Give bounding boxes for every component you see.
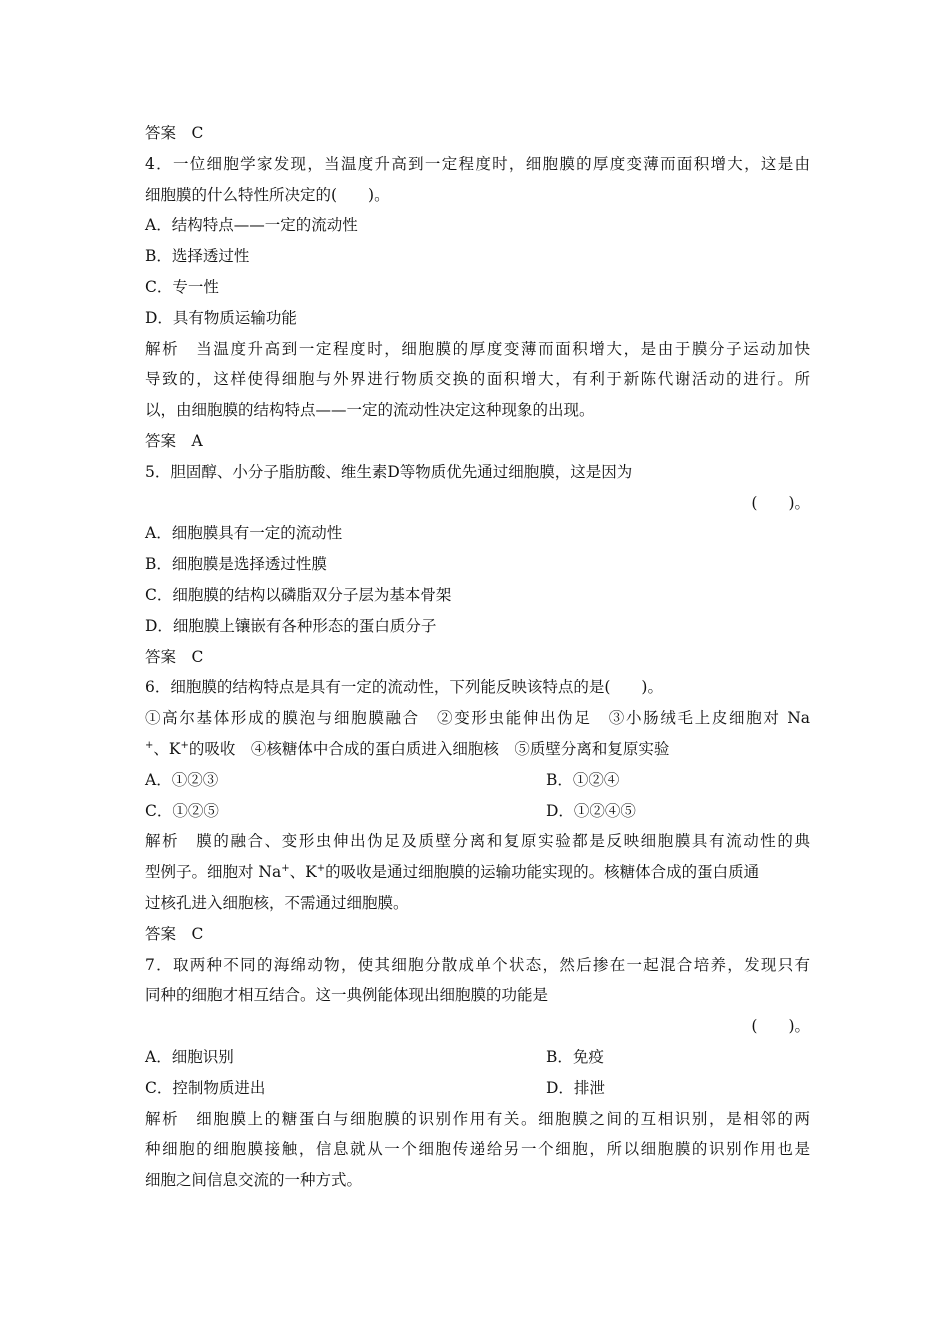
question-6-items-1: ①高尔基体形成的膜泡与细胞膜融合 ②变形虫能伸出伪足 ③小肠绒毛上皮细胞对 Na: [145, 709, 810, 728]
question-6-analysis-1: 解析 膜的融合、变形虫伸出伪足及质壁分离和复原实验都是反映细胞膜具有流动性的典: [145, 832, 810, 851]
question-6-analysis-3: 过核孔进入细胞核，不需通过细胞膜。: [145, 893, 409, 912]
question-5-option-c: C．细胞膜的结构以磷脂双分子层为基本骨架: [145, 585, 452, 604]
question-4-option-a: A．结构特点——一定的流动性: [145, 216, 358, 235]
question-4-option-b: B．选择透过性: [145, 247, 250, 266]
question-5-paren: ( )。: [751, 493, 810, 512]
superscript-plus: +: [281, 863, 290, 875]
question-7-option-a: A．细胞识别: [145, 1047, 234, 1066]
superscript-plus: +: [180, 739, 189, 751]
question-6-items-2: [145, 734, 810, 765]
text-span: 的吸收是通过细胞膜的运输功能实现的。核糖体合成的蛋白质通: [325, 863, 760, 882]
question-5-option-d: D．细胞膜上镶嵌有各种形态的蛋白质分子: [145, 616, 437, 635]
text-span: 的吸收 ④核糖体中合成的蛋白质进入细胞核 ⑤质壁分离和复原实验: [188, 739, 670, 758]
text-span: 、K: [289, 863, 317, 882]
question-4-analysis-1: 解析 当温度升高到一定程度时，细胞膜的厚度变薄而面积增大，是由于膜分子运动加快: [145, 339, 810, 358]
superscript-plus: +: [145, 739, 154, 751]
question-7-stem: 7．取两种不同的海绵动物，使其细胞分散成单个状态，然后掺在一起混合培养，发现只有: [145, 955, 810, 974]
question-7-analysis-2: 种细胞的细胞膜接触，信息就从一个细胞传递给另一个细胞，所以细胞膜的识别作用也是: [145, 1140, 810, 1159]
superscript-plus: +: [316, 863, 326, 875]
question-7-analysis-1: 解析 细胞膜上的糖蛋白与细胞膜的识别作用有关。细胞膜之间的互相识别，是相邻的两: [145, 1109, 810, 1128]
question-6-options-cd: [145, 796, 810, 827]
question-6-option-b: B．①②④: [546, 770, 620, 789]
answer-3: 答案 C: [145, 124, 204, 142]
question-7-analysis-3: 细胞之间信息交流的一种方式。: [145, 1171, 363, 1190]
question-6-stem: 6．细胞膜的结构特点是具有一定的流动性，下列能反映该特点的是( )。: [145, 678, 663, 697]
question-6-option-d: D．①②④⑤: [546, 801, 636, 820]
question-7-options-ab: [145, 1042, 810, 1073]
text-span: 型例子。细胞对 Na: [145, 863, 282, 882]
question-4-option-c: C．专一性: [145, 277, 219, 296]
answer-6: 答案 C: [145, 924, 204, 943]
question-6-analysis-2: [145, 857, 810, 888]
question-6-option-c: C．①②⑤: [145, 801, 219, 820]
question-6-options-ab: [145, 765, 810, 796]
question-7-options-cd: [145, 1073, 810, 1104]
question-5-option-b: B．细胞膜是选择透过性膜: [145, 555, 327, 574]
question-7-option-d: D．排泄: [546, 1078, 605, 1097]
answer-4: 答案 A: [145, 431, 203, 450]
document-page: [145, 118, 810, 1196]
question-4-analysis-3: 以，由细胞膜的结构特点——一定的流动性决定这种现象的出现。: [145, 401, 595, 420]
answer-5: 答案 C: [145, 647, 204, 666]
question-4-stem: 4．一位细胞学家发现，当温度升高到一定程度时，细胞膜的厚度变薄而面积增大，这是由: [145, 154, 810, 173]
question-5-stem: 5．胆固醇、小分子脂肪酸、维生素D等物质优先通过细胞膜，这是因为: [145, 462, 633, 481]
question-4-stem-cont: 细胞膜的什么特性所决定的( )。: [145, 185, 390, 204]
text-span: 、K: [153, 739, 181, 758]
question-5-option-a: A．细胞膜具有一定的流动性: [145, 524, 343, 543]
question-4-analysis-2: 导致的，这样使得细胞与外界进行物质交换的面积增大，有利于新陈代谢活动的进行。所: [145, 370, 810, 389]
question-7-stem-cont: 同种的细胞才相互结合。这一典例能体现出细胞膜的功能是: [145, 986, 549, 1005]
question-7-option-b: B．免疫: [546, 1047, 604, 1066]
question-6-option-a: A．①②③: [145, 770, 219, 789]
question-4-option-d: D．具有物质运输功能: [145, 308, 297, 327]
question-7-paren: ( )。: [751, 1017, 810, 1036]
question-7-option-c: C．控制物质进出: [145, 1078, 266, 1097]
